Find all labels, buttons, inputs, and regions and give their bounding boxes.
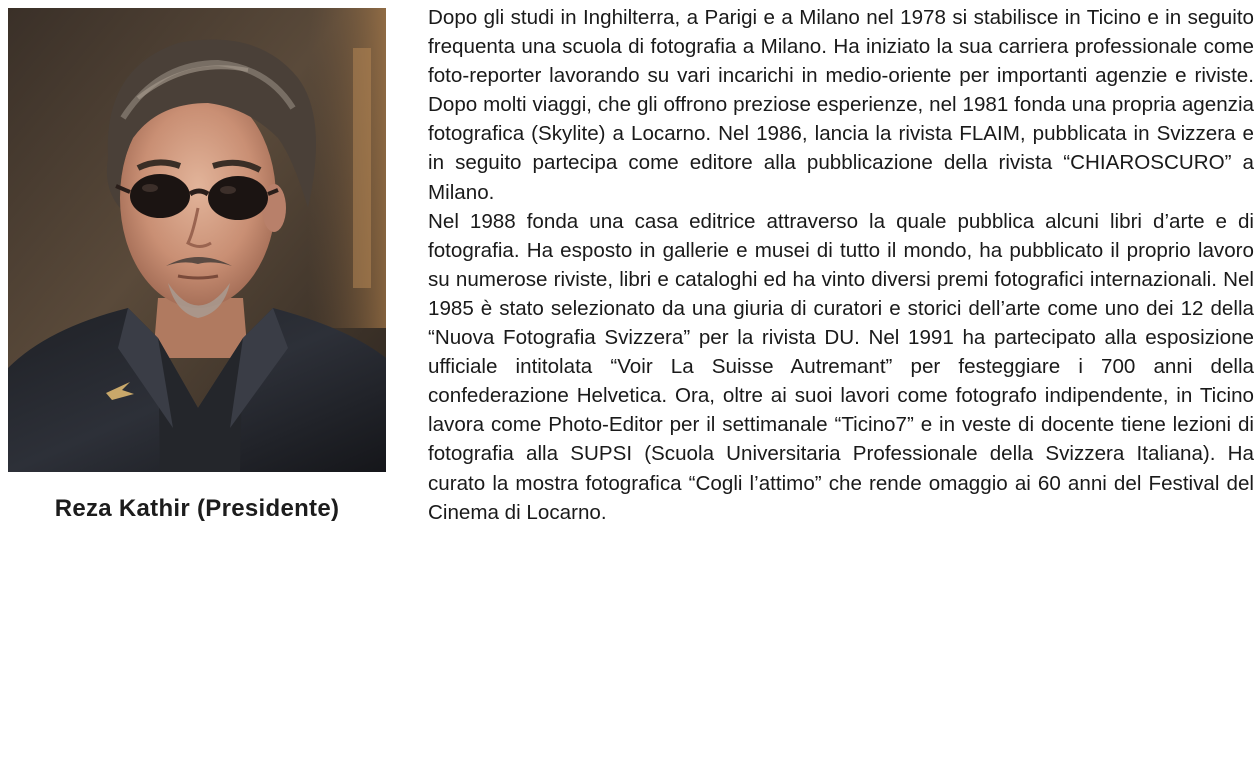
portrait-image (8, 8, 386, 472)
bio-paragraph-2: Nel 1988 fonda una casa editrice attraverso la quale pubblica alcuni libri d’arte e di fotografia. Ha esposto in gallerie e musei di tutto il mondo, ha pubblicato il proprio lavoro su numerose riviste, libri e cataloghi ed ha vinto diversi premi fotografici internazionali. Nel 1985 è stato selezionato da una giuria di curatori e storici dell’arte come uno dei 12 della “Nuova Fotografia Svizzera” per la rivista DU. Nel 1991 ha partecipato alla esposizione ufficiale intitolata “Voir La Suisse Autremant” per festeggiare i 700 anni della confederazione Helvetica. Ora, oltre ai suoi lavori come fotografo indipendente, in Ticino lavora come Photo-Editor per il settimanale “Ticino7” e in veste di docente tiene lezioni di fotografia alla SUPSI (Scuola Universitaria Professionale della Svizzera Italiana). Ha curato la mostra fotografica “Cogli l’attimo” che rende omaggio ai 60 anni del Festival del Cinema di Locarno. (428, 209, 1254, 524)
portrait-photo (8, 8, 386, 472)
bio-paragraph-1: Dopo gli studi in Inghilterra, a Parigi e a Milano nel 1978 si stabilisce in Ticino e in seguito frequenta una scuola di fotografia a Milano. Ha iniziato la sua carriera professionale come foto-reporter lavorando su vari incarichi in medio-oriente per importanti agenzie e riviste. Dopo molti viaggi, che gli offrono preziose esperienze, nel 1981 fonda una propria agenzia fotografica (Skylite) a Locarno. Nel 1986, lancia la rivista FLAIM, pubblicata in Svizzera e in seguito partecipa come editore alla pubblicazione della rivista “CHIAROSCURO” a Milano. (428, 6, 1254, 204)
photo-caption: Reza Kathir (Presidente) (54, 495, 340, 522)
biography-text (428, 3, 1254, 527)
